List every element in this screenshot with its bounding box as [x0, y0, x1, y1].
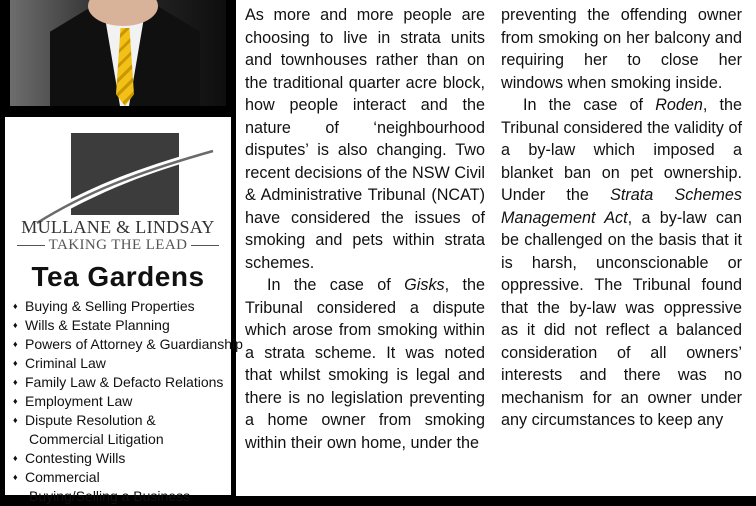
article-column-1: [245, 4, 485, 454]
paragraph: In the case of Roden, the Tribunal considered the validity of a by-law which imposed a blanket ban on pet ownership. Under the Strata Schemes Management Act, a by-law can be challenged on the basis that it is harsh, unconscionable or oppressive. The Tribunal found that the by-law was oppressive as it did not reflect a balanced consideration of all owners’ interests and there was no mechanism for an owner under any circumstances to keep any: [501, 96, 743, 429]
list-item: ♦ Contesting Wills: [13, 449, 243, 468]
brand-name: MULLANE & LINDSAY: [21, 217, 215, 237]
case-name: Roden: [655, 96, 703, 114]
list-item: ♦ Dispute Resolution & Commercial Litigation: [13, 411, 243, 449]
divider: [17, 245, 45, 246]
case-name: Gisks: [404, 276, 445, 294]
lawyer-photo: [10, 0, 226, 106]
sidebar: [0, 0, 243, 504]
services-list: [13, 297, 243, 506]
list-item: ♦ Employment Law: [13, 392, 243, 411]
list-item: ♦ Wills & Estate Planning: [13, 316, 243, 335]
article-column-2: [501, 4, 742, 432]
tagline-row: [17, 237, 219, 254]
list-item: ♦ Criminal Law: [13, 354, 243, 373]
list-item: ♦ Commercial Buying/Selling a Business: [13, 468, 243, 506]
advertisement-panel: [4, 116, 243, 504]
divider: [191, 245, 219, 246]
paragraph: preventing the offending owner from smoking on her balcony and requiring her to close her windows when smoking inside.: [501, 6, 742, 92]
act-name: Strata Schemes Management Act: [501, 186, 742, 227]
list-item: ♦ Family Law & Defacto Relations: [13, 373, 243, 392]
list-item: ♦ Powers of Attorney & Guardianship: [13, 335, 243, 354]
office-location: Tea Gardens: [31, 261, 205, 292]
paragraph: As more and more people are choosing to live in strata units and townhouses rather than on the traditional quarter acre block, how people interact and the nature of ‘neighbourhood disputes’ is also changing. Two recent decisions of the NSW Civil & Administrative Tribunal (NCAT) have considered the issues of smoking and pets within strata schemes.: [245, 6, 485, 272]
tagline: TAKING THE LEAD: [48, 237, 188, 253]
list-item: ♦ Buying & Selling Properties: [13, 297, 243, 316]
paragraph: In the case of Gisks, the Tribunal considered a dispute which arose from smoking within a strata scheme. It was noted that whilst smoking is legal and there is no legislation preventing a home owner from smoking within their own home, under the: [245, 276, 486, 452]
